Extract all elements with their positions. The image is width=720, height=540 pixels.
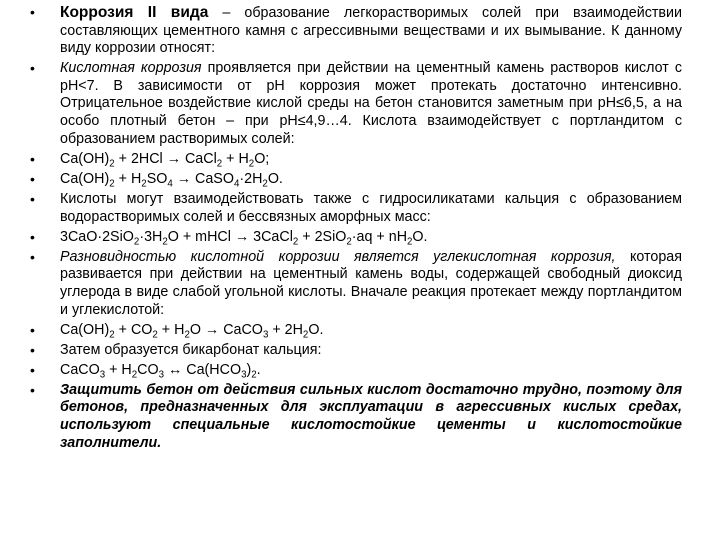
bullet-equation-bicarbonate	[30, 362, 682, 380]
equation-bicarbonate: CaCO$_3$ + $H_2CO_3$ ↔ $Ca(HCO_3)_2$.	[60, 361, 261, 381]
equation-hcl: $Ca(OH)_2 + 2HCl$ → CaCl$_2$ + $H_2O$;	[60, 150, 270, 170]
bullet-corrosion-type-2	[30, 4, 682, 58]
equation-silicate: $3CaO\cdot 2SiO_2\cdot 3H_2O$ + mHCl → 3CaCl$_2$ + $2SiO_2\cdot aq + nH_2O$.	[60, 228, 428, 248]
bullet-dot-icon: •	[30, 150, 35, 167]
corrosion-type-title: Коррозия II вида	[60, 4, 209, 21]
bullet-dot-icon: •	[30, 361, 35, 378]
bullet-dot-icon: •	[30, 190, 35, 207]
bullet-protection	[30, 382, 682, 452]
bullet-dot-icon: •	[30, 170, 35, 187]
protection-text: Защитить бетон от действия сильных кислот достаточно трудно, поэтому для бетонов, предназначенных для эксплуатации в агрессивных кислых средах, используют специальные кислотостойкие цементы и кислотостойкие заполнители.	[60, 381, 682, 451]
bullet-equation-h2so4	[30, 171, 682, 189]
equation-h2so4: $Ca(OH)_2 + H_2SO_4$ → $CaSO_4\cdot 2H_2O$.	[60, 170, 283, 190]
bullet-bicarbonate	[30, 342, 682, 360]
bullet-dot-icon: •	[30, 4, 35, 20]
bullet-acid-corrosion	[30, 60, 682, 148]
acid-corrosion-description: проявляется при действии на цементный камень растворов кислот с рН<7. В зависимости от рН коррозия может протекать достаточно интенсивно. Отрицательное воздействие кислой среды на бетон становится заметным при рН≤6,5, а на особо плотный бетон – при рН≤4,9…4. Кислота взаимодействует с портландитом с образованием растворимых солей:	[60, 60, 682, 147]
bullet-dot-icon: •	[30, 341, 35, 358]
bicarbonate-text: Затем образуется бикарбонат кальция:	[60, 341, 322, 358]
bullet-dot-icon: •	[30, 248, 35, 265]
hydrosilicates-text: Кислоты могут взаимодействовать также с гидросиликатами кальция с образованием водорастворимых солей и бессвязных аморфных масс:	[60, 190, 682, 225]
equation-co2: $Ca(OH)_2 + CO_2 + H_2O$ → CaCO$_3$ + $2H_2O$.	[60, 321, 324, 340]
bullet-equation-hcl	[30, 151, 682, 169]
bullet-equation-silicate	[30, 229, 682, 247]
acid-corrosion-term: Кислотная коррозия	[60, 60, 202, 77]
bullet-dot-icon: •	[30, 321, 35, 338]
bullet-equation-co2	[30, 322, 682, 340]
carbonic-corrosion-term: Разновидностью кислотной коррозии является углекислотная коррозия,	[60, 248, 616, 265]
bullet-dot-icon: •	[30, 228, 35, 245]
bullet-list	[30, 4, 682, 452]
bullet-dot-icon: •	[30, 60, 35, 77]
carbonic-corrosion-description: которая развивается при действии на цементный камень воды, содержащей свободный диоксид углерода в виде слабой угольной кислоты. Вначале реакция протекает между портландитом и углекислотой:	[60, 248, 682, 318]
bullet-carbonic-corrosion	[30, 249, 682, 319]
corrosion-type-description: – образование легкорастворимых солей при взаимодействии составляющих цементного камня с агрессивными веществами и их вымывание. К данному виду коррозии относят:	[60, 5, 682, 57]
bullet-dot-icon: •	[30, 381, 35, 398]
bullet-hydrosilicates	[30, 191, 682, 226]
